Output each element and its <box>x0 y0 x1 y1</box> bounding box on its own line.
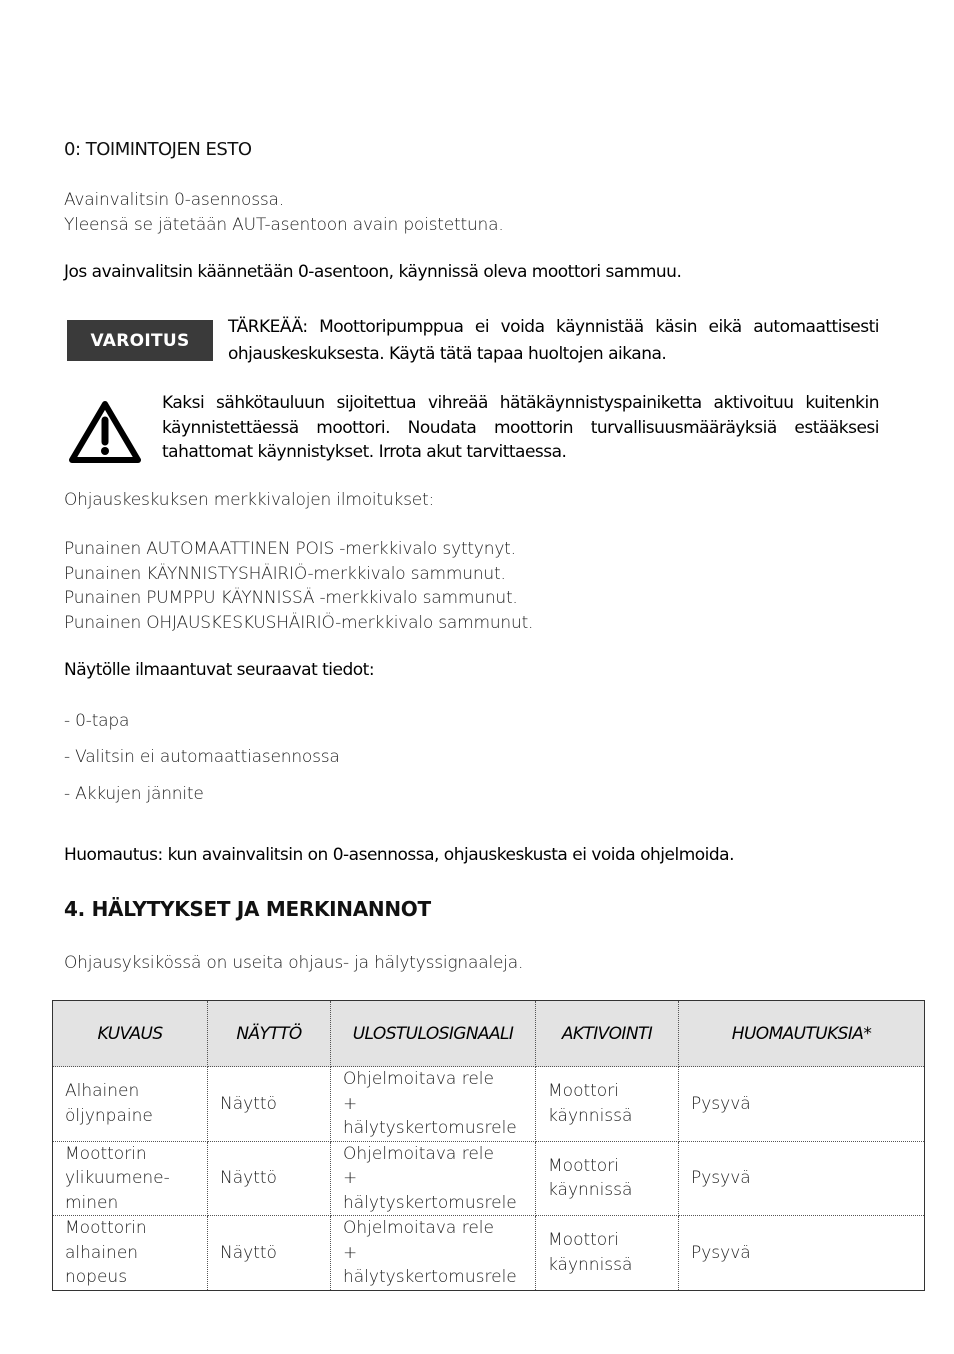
section4-intro: Ohjausyksikössä on useita ohjaus- ja hälytyssignaaleja. <box>64 953 524 973</box>
display-heading: Näytölle ilmaantuvat seuraavat tiedot: <box>64 660 375 680</box>
cell-line: Moottorin <box>65 1218 147 1238</box>
cell-description <box>53 1216 208 1291</box>
table-row <box>53 1141 925 1216</box>
warning-text: TÄRKEÄÄ: Moottoripumppua ei voida käynnistää käsin eikä automaattisesti ohjauskeskuksesta. Käytä tätä tapaa huoltojen aikana. <box>228 317 879 364</box>
cell-display: Näyttö <box>208 1216 331 1291</box>
display-item: - Akkujen jännite <box>64 784 204 804</box>
header-kuvaus: KUVAUS <box>53 1001 208 1067</box>
warning-badge: VAROITUS <box>67 320 213 361</box>
cell-line: Moottori <box>548 1081 619 1102</box>
warning-triangle-icon <box>69 400 141 464</box>
display-item: - 0-tapa <box>64 711 130 731</box>
cell-line: Ohjelmoitava rele <box>343 1069 494 1089</box>
indicator-list <box>64 537 533 635</box>
cell-line: Moottorin <box>65 1143 147 1164</box>
cell-line: Alhainen <box>65 1081 140 1102</box>
list-item: Punainen AUTOMAATTINEN POIS -merkkivalo syttynyt. <box>64 539 516 559</box>
cell-display: Näyttö <box>208 1141 331 1216</box>
text-line: Avainvalitsin 0-asennossa. <box>64 190 284 210</box>
indicators-intro: Ohjauskeskuksen merkkivalojen ilmoitukset: <box>64 490 435 510</box>
cell-line: + hälytyskertomusrele <box>343 1242 517 1287</box>
section-title-0: 0: TOIMINTOJEN ESTO <box>64 139 252 160</box>
list-item: Punainen OHJAUSKESKUSHÄIRIÖ-merkkivalo sammunut. <box>64 612 534 633</box>
cell-line: Ohjelmoitava rele <box>343 1218 494 1238</box>
cell-line: + hälytyskertomusrele <box>343 1168 517 1213</box>
cell-line: Moottori <box>548 1155 619 1176</box>
header-aktivointi: AKTIVOINTI <box>536 1001 679 1067</box>
cell-description <box>53 1141 208 1216</box>
header-ulostulosignaali: ULOSTULOSIGNAALI <box>331 1001 536 1067</box>
paragraph-key-selector <box>64 188 504 237</box>
section-title-4: 4. HÄLYTYKSET JA MERKINANNOT <box>64 897 431 921</box>
cell-line: öljynpaine <box>65 1105 153 1126</box>
cell-line: käynnissä <box>548 1180 633 1201</box>
cell-line: Ohjelmoitava rele <box>343 1143 494 1164</box>
header-huomautuksia: HUOMAUTUKSIA* <box>679 1001 925 1067</box>
cell-notes: Pysyvä <box>679 1216 925 1291</box>
header-naytto: NÄYTTÖ <box>208 1001 331 1067</box>
cell-line: käynnissä <box>548 1254 633 1275</box>
table-row <box>53 1067 925 1142</box>
cell-line: + hälytyskertomusrele <box>343 1093 517 1138</box>
cell-notes: Pysyvä <box>679 1141 925 1216</box>
cell-line: käynnissä <box>548 1105 633 1126</box>
cell-output <box>331 1216 536 1291</box>
cell-activation <box>536 1067 679 1142</box>
cell-output <box>331 1067 536 1142</box>
caution-text: Kaksi sähkötauluun sijoitettua vihreää hätäkäynnistyspainiketta aktivoituu kuitenkin käynnistettäessä moottori. Noudata moottorin turvallisuusmääräyksiä estääksesi tahattomat käynnistykset. Irrota akut tarvittaessa. <box>162 393 879 462</box>
alarm-table <box>52 1000 925 1291</box>
cell-description <box>53 1067 208 1142</box>
cell-notes: Pysyvä <box>679 1067 925 1142</box>
cell-line: minen <box>65 1192 119 1213</box>
cell-line: nopeus <box>65 1267 128 1287</box>
cell-line: Moottori <box>548 1230 619 1251</box>
cell-line: ylikuumene- <box>65 1168 170 1188</box>
cell-display: Näyttö <box>208 1067 331 1142</box>
cell-activation <box>536 1216 679 1291</box>
cell-output <box>331 1141 536 1216</box>
text-line: Yleensä se jätetään AUT-asentoon avain poistettuna. <box>64 214 504 235</box>
list-item: Punainen PUMPPU KÄYNNISSÄ -merkkivalo sammunut. <box>64 588 518 608</box>
list-item: Punainen KÄYNNISTYSHÄIRIÖ-merkkivalo sammunut. <box>64 563 506 584</box>
table-header-row <box>53 1001 925 1067</box>
cell-activation <box>536 1141 679 1216</box>
table-row <box>53 1216 925 1291</box>
cell-line: alhainen <box>65 1242 139 1263</box>
display-item: - Valitsin ei automaattiasennossa <box>64 747 340 767</box>
bold-statement: Jos avainvalitsin käännetään 0-asentoon, käynnissä oleva moottori sammuu. <box>64 262 682 282</box>
note-text: Huomautus: kun avainvalitsin on 0-asennossa, ohjauskeskusta ei voida ohjelmoida. <box>64 845 735 865</box>
